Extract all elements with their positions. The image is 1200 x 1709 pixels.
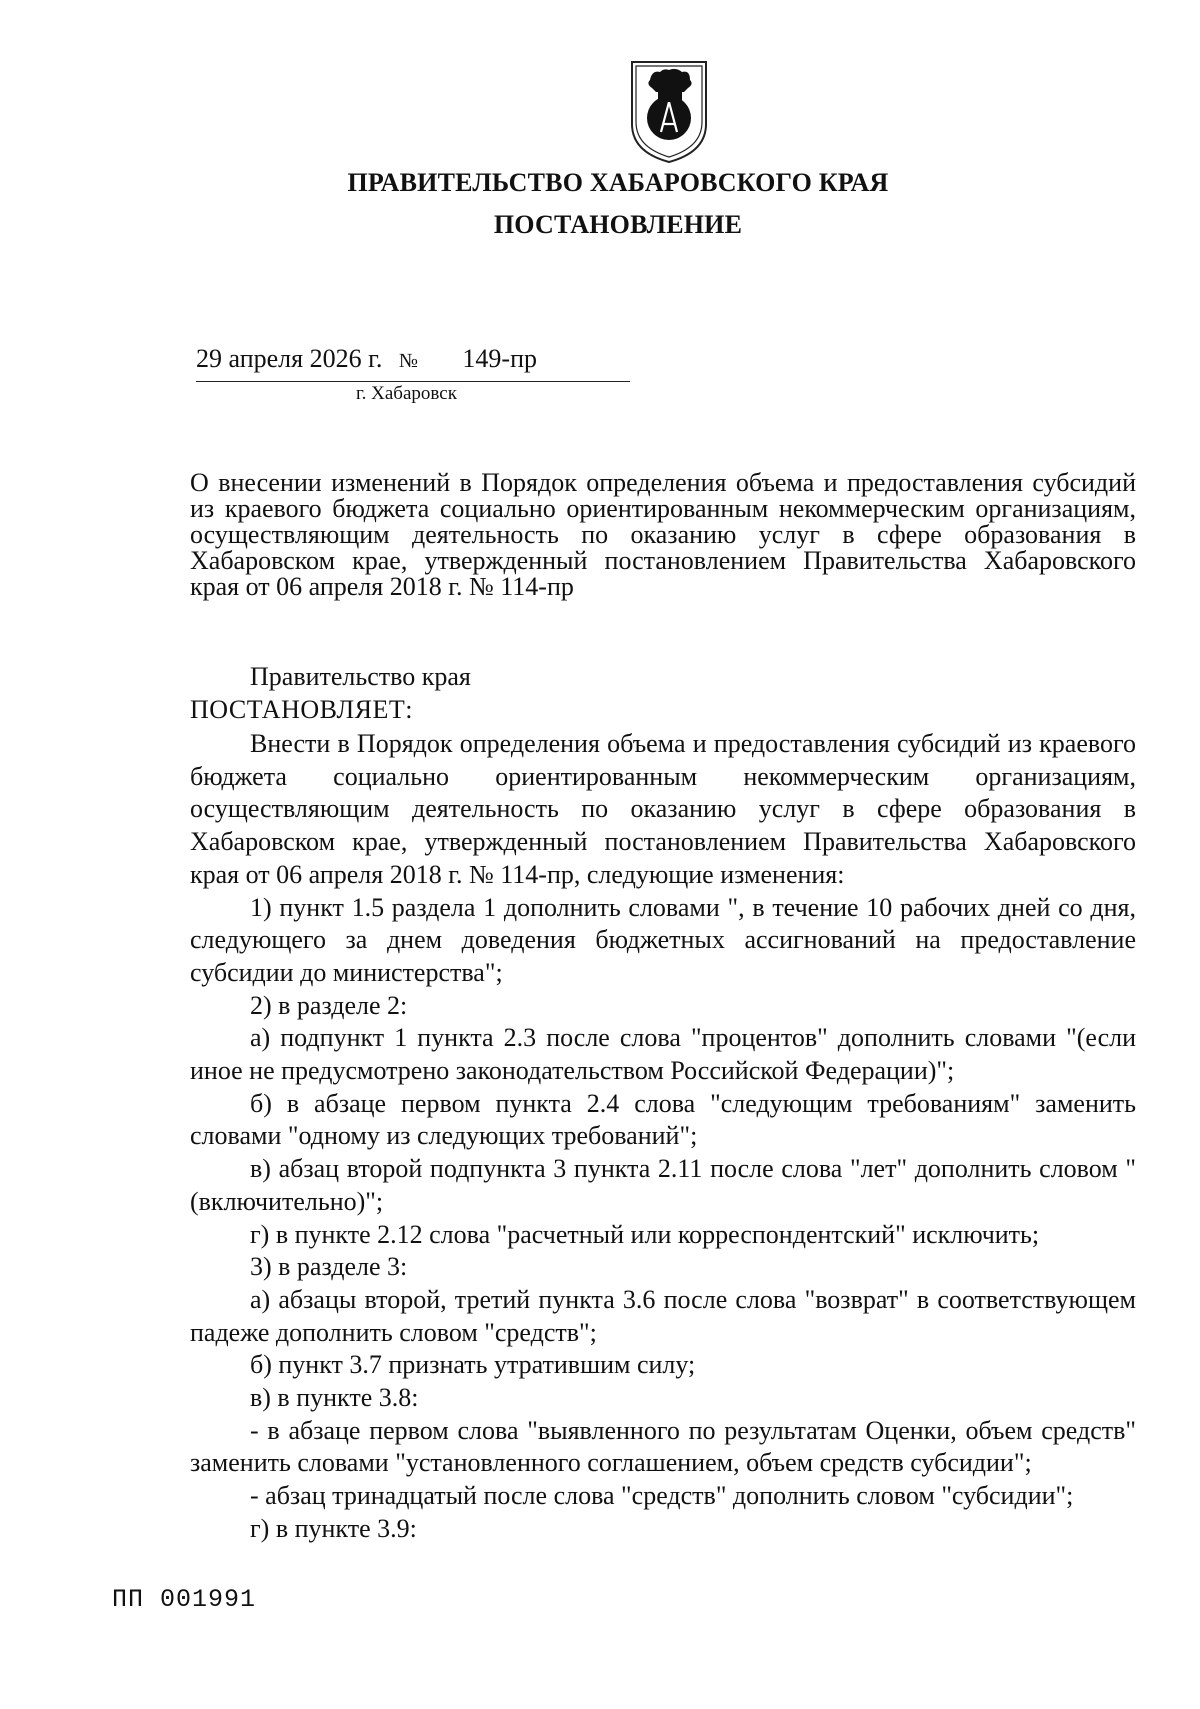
decree-date: 29 апреля 2026 г. [196, 344, 383, 373]
body-paragraph: 2) в разделе 2: [250, 990, 408, 1020]
form-code: ПП 001991 [112, 1585, 257, 1614]
body-paragraph: б) пункт 3.7 признать утратившим силу; [250, 1350, 696, 1380]
body-paragraph: а) подпункт 1 пункта 2.3 после слова "процентов" дополнить словами "(если иное не предусмотрено законодательством Российской Федерации)"; [190, 1023, 1136, 1086]
city-label: г. Хабаровск [356, 383, 457, 404]
decree-subject: О внесении изменений в Порядок определения объема и предоставления субсидий из краевого бюджета социально ориентированным некоммерческим организациям, осуществляющим деятельность по оказанию услуг в сфере образования в Хабаровском крае, утвержденный постановлением Правительства Хабаровского края от 06 апреля 2018 г. № 114-пр [190, 468, 1136, 601]
decree-body [190, 728, 1136, 1546]
body-paragraph: г) в пункте 3.9: [250, 1513, 417, 1543]
resolves-heading: ПОСТАНОВЛЯЕТ: [190, 695, 413, 724]
body-paragraph: 3) в разделе 3: [250, 1252, 408, 1282]
number-sign: № [398, 350, 418, 372]
government-line: Правительство края [250, 662, 471, 691]
date-number-line [196, 344, 537, 374]
body-paragraph: Внести в Порядок определения объема и предоставления субсидий из краевого бюджета социально ориентированным некоммерческим организациям, осуществляющим деятельность по оказанию услуг в сфере образования в Хабаровском крае, утвержденный постановлением Правительства Хабаровского края от 06 апреля 2018 г. № 114-пр, следующие изменения: [190, 729, 1136, 889]
decree-number: 149-пр [462, 344, 537, 373]
body-paragraph: в) абзац второй подпункта 3 пункта 2.11 после слова "лет" дополнить словом "(включительно)"; [190, 1154, 1136, 1216]
coat-of-arms-emblem [628, 58, 710, 164]
body-paragraph: 1) пункт 1.5 раздела 1 дополнить словами ", в течение 10 рабочих дней со дня, следующего за днем доведения бюджетных ассигнований на предоставление субсидии до министерства"; [190, 892, 1136, 987]
document-type-title: ПОСТАНОВЛЕНИЕ [493, 210, 743, 239]
date-underline [196, 381, 630, 382]
body-paragraph: г) в пункте 2.12 слова "расчетный или корреспондентский" исключить; [250, 1219, 1040, 1249]
body-paragraph: - в абзаце первом слова "выявленного по результатам Оценки, объем средств" заменить словами "установленного соглашением, объем средств субсидии"; [190, 1415, 1136, 1478]
body-paragraph: а) абзацы второй, третий пункта 3.6 после слова "возврат" в соответствующем падеже дополнить словом "средств"; [190, 1284, 1136, 1347]
body-paragraph: - абзац тринадцатый после слова "средств" дополнить словом "субсидии"; [250, 1481, 1074, 1511]
government-title: ПРАВИТЕЛЬСТВО ХАБАРОВСКОГО КРАЯ [347, 168, 889, 197]
body-paragraph: в) в пункте 3.8: [250, 1383, 419, 1413]
body-paragraph: б) в абзаце первом пункта 2.4 слова "следующим требованиям" заменить словами "одному из следующих требований"; [190, 1088, 1136, 1151]
